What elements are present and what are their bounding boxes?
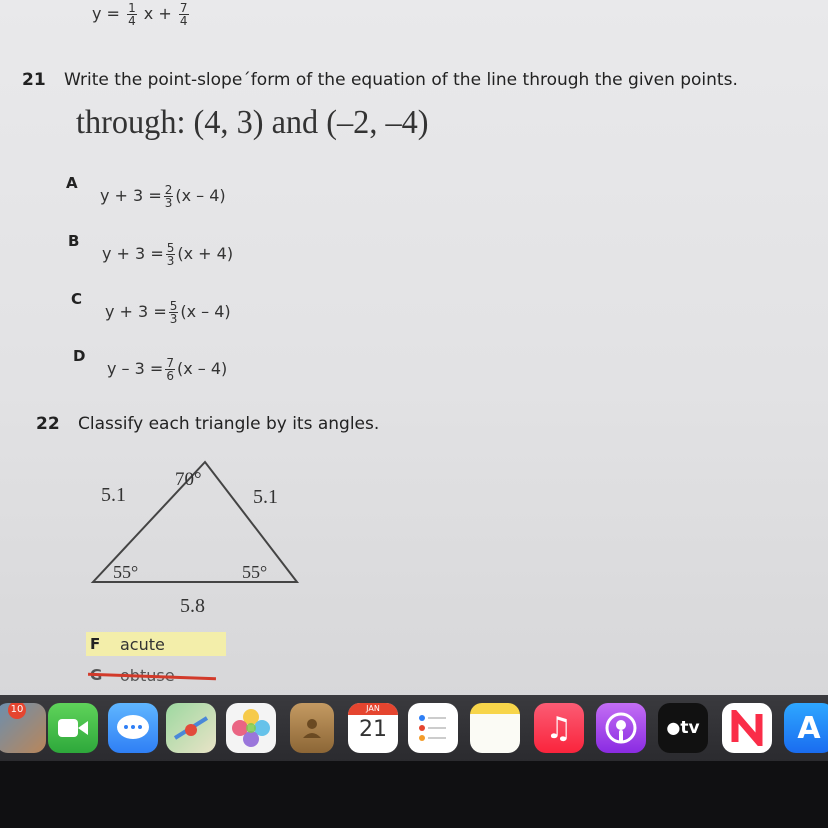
choice-a[interactable]: A y + 3 = $\frac{2}{3}$ (x – 4) — [66, 174, 226, 210]
person-icon — [300, 716, 324, 740]
music-note-icon: ♫ — [545, 710, 573, 746]
maps-app-icon[interactable] — [166, 703, 216, 753]
checklist-icon — [416, 711, 450, 745]
calendar-day: 21 — [359, 717, 387, 742]
choice-f-highlight[interactable]: F acute — [86, 632, 226, 656]
messages-app-icon[interactable] — [108, 703, 158, 753]
question-21-text: Write the point-slope´form of the equation of the line through the given points. — [64, 70, 738, 90]
facetime-app-icon[interactable] — [48, 703, 98, 753]
flower-icon — [229, 706, 273, 750]
music-app-icon[interactable] — [534, 703, 584, 753]
previous-answer-equation: y = $\frac{1}{4}$ x + $\frac{7}{4}$ — [92, 1, 188, 28]
map-pin-icon — [171, 708, 211, 748]
speech-bubble-icon — [115, 713, 151, 743]
choice-c-equation: y + 3 = $\frac{5}{3}$ (x – 4) — [105, 299, 231, 326]
left-side-label: 5.1 — [101, 484, 126, 506]
calendar-app-icon[interactable] — [348, 703, 398, 753]
question-22-text: Classify each triangle by its angles. — [78, 414, 380, 434]
calendar-month: JAN — [348, 703, 398, 715]
app-store-app-icon[interactable] — [784, 703, 828, 753]
question-21-number: 21 — [22, 70, 46, 90]
choice-a-equation: y + 3 = $\frac{2}{3}$ (x – 4) — [100, 183, 226, 210]
podcasts-app-icon[interactable] — [596, 703, 646, 753]
camera-icon — [56, 716, 90, 740]
choice-g[interactable] — [88, 664, 228, 688]
apple-tv-logo: ●tv — [666, 718, 700, 738]
choice-d-equation: y – 3 = $\frac{7}{6}$ (x – 4) — [107, 356, 228, 383]
news-app-icon[interactable] — [722, 703, 772, 753]
reminders-app-icon[interactable] — [408, 703, 458, 753]
choice-f-label: acute — [120, 635, 165, 654]
choice-b[interactable]: B y + 3 = $\frac{5}{3}$ (x + 4) — [68, 232, 234, 268]
choice-b-equation: y + 3 = $\frac{5}{3}$ (x + 4) — [102, 241, 234, 268]
base-label: 5.8 — [180, 595, 205, 617]
choice-d[interactable]: D y – 3 = $\frac{7}{6}$ (x – 4) — [73, 347, 228, 383]
right-side-label: 5.1 — [253, 486, 278, 508]
question-21-points: through: (4, 3) and (–2, –4) — [76, 104, 429, 141]
dock — [0, 695, 828, 761]
finder-app-icon[interactable] — [0, 703, 46, 753]
contacts-app-icon[interactable] — [290, 703, 334, 753]
left-angle-label: 55° — [113, 562, 139, 582]
podcast-icon — [603, 710, 639, 746]
app-store-icon: A — [797, 710, 821, 746]
top-angle-label: 70° — [175, 469, 202, 490]
notes-app-icon[interactable] — [470, 703, 520, 753]
choice-c[interactable]: C y + 3 = $\frac{5}{3}$ (x – 4) — [71, 290, 231, 326]
right-angle-label: 55° — [242, 562, 268, 582]
tv-app-icon[interactable] — [658, 703, 708, 753]
photos-app-icon[interactable] — [226, 703, 276, 753]
question-22-number: 22 — [36, 414, 60, 434]
notification-badge: 10 — [8, 703, 26, 719]
news-icon — [729, 710, 765, 746]
